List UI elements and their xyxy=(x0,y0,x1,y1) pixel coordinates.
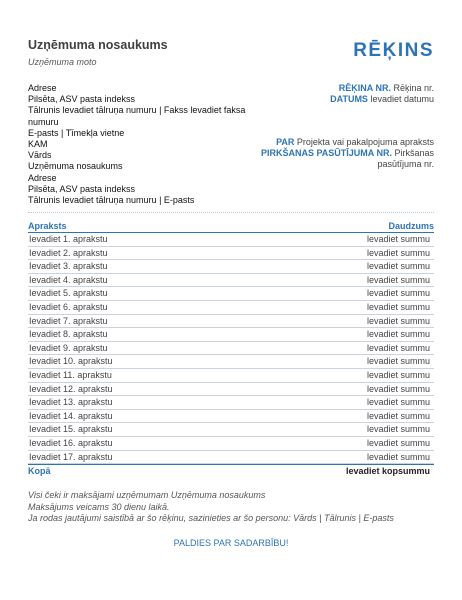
row-amount: levadiet summu xyxy=(366,410,430,421)
row-amount: levadiet summu xyxy=(366,437,430,448)
invoice-number-label: RĒĶINA NR. xyxy=(338,83,391,93)
sender-city: Pilsēta, ASV pasta indekss xyxy=(28,94,136,105)
row-amount: levadiet summu xyxy=(366,424,430,435)
address-block xyxy=(28,83,273,206)
row-amount: levadiet summu xyxy=(366,234,430,244)
table-row xyxy=(28,315,434,329)
sender-email-web: E-pasts | Tīmekļa vietne xyxy=(28,127,125,138)
invoice-title: RĒĶINS xyxy=(353,40,434,61)
purchase-order xyxy=(244,148,434,170)
line-items-table xyxy=(28,220,434,478)
row-amount: levadiet summu xyxy=(366,451,430,462)
purchase-order-label: PIRKŠANAS PASŪTĪJUMA NR. xyxy=(260,148,392,159)
row-amount: levadiet summu xyxy=(366,369,430,380)
row-amount: levadiet summu xyxy=(366,301,430,312)
invoice-meta-top xyxy=(244,83,434,105)
table-row xyxy=(28,328,434,342)
row-amount: levadiet summu xyxy=(366,397,430,408)
row-description: Ievadiet 9. aprakstu xyxy=(29,342,108,353)
row-amount: levadiet summu xyxy=(366,383,430,394)
invoice-number-value: Rēķina nr. xyxy=(393,83,434,93)
table-row xyxy=(28,287,434,301)
table-header xyxy=(28,220,434,233)
recipient-name: Vārds xyxy=(28,150,52,161)
row-amount: levadiet summu xyxy=(366,329,430,340)
row-description: Ievadiet 11. aprakstu xyxy=(29,369,112,380)
purchase-order-value: Pirkšanas pasūtījuma nr. xyxy=(377,148,434,170)
invoice-for xyxy=(244,137,434,148)
table-row xyxy=(28,369,434,383)
row-amount: levadiet summu xyxy=(366,247,430,258)
row-description: Ievadiet 2. aprakstu xyxy=(29,247,108,258)
company-motto: Uzņēmuma moto xyxy=(28,57,97,67)
section-divider xyxy=(28,212,434,213)
row-description: Ievadiet 17. aprakstu xyxy=(29,451,113,462)
invoice-for-label: PAR xyxy=(276,137,295,147)
row-description: Ievadiet 16. aprakstu xyxy=(29,437,113,448)
recipient-address: Adrese xyxy=(28,172,57,183)
footer-contact: Ja rodas jautājumi saistībā ar šo rēķinu, sazinieties ar šo personu: Vārds | Tālrunis | E-pasts xyxy=(28,513,394,523)
row-description: Ievadiet 4. aprakstu xyxy=(29,274,108,285)
table-row xyxy=(28,260,434,274)
row-description: Ievadiet 12. aprakstu xyxy=(29,383,113,394)
footer-payable: Visi čeki ir maksājami uzņēmumam Uzņēmuma nosaukums xyxy=(28,490,266,500)
row-amount: levadiet summu xyxy=(366,288,430,299)
recipient-city: Pilsēta, ASV pasta indekss xyxy=(28,183,136,194)
row-description: Ievadiet 1. aprakstu xyxy=(29,234,108,244)
invoice-date-value: levadiet datumu xyxy=(370,94,434,105)
row-amount: levadiet summu xyxy=(366,274,430,285)
sender-address: Adrese xyxy=(28,83,57,93)
row-description: Ievadiet 13. aprakstu xyxy=(29,397,113,408)
recipient-phone-email: Tālrunis levadiet tālruņa numuru | E-pasts xyxy=(28,195,195,206)
total-value: levadiet kopsummu xyxy=(345,466,430,477)
table-row xyxy=(28,301,434,315)
row-description: Ievadiet 7. aprakstu xyxy=(29,315,108,326)
column-header-description: Apraksts xyxy=(28,221,67,231)
sender-phone-fax: Tālrunis levadiet tālruņa numuru | Fakss levadiet faksa numuru xyxy=(28,105,246,127)
table-body xyxy=(28,233,434,464)
table-row xyxy=(28,247,434,261)
table-row xyxy=(28,274,434,288)
invoice-for-value: Projekta vai pakalpojuma apraksts xyxy=(296,137,434,147)
footer-terms: Maksājums veicams 30 dienu laikā. xyxy=(28,501,170,512)
invoice-date-label: DATUMS xyxy=(330,94,368,105)
table-row xyxy=(28,342,434,356)
total-label: Kopā xyxy=(28,466,51,477)
row-description: Ievadiet 6. aprakstu xyxy=(29,301,108,312)
row-description: Ievadiet 8. aprakstu xyxy=(29,329,108,340)
table-row xyxy=(28,437,434,451)
to-label: KAM xyxy=(28,139,48,150)
invoice-number xyxy=(244,83,434,94)
company-name: Uzņēmuma nosaukums xyxy=(28,38,168,52)
row-description: Ievadiet 10. aprakstu xyxy=(29,356,113,367)
row-amount: levadiet summu xyxy=(366,315,430,326)
table-row xyxy=(28,383,434,397)
table-row xyxy=(28,233,434,247)
invoice-meta-bottom xyxy=(244,137,434,171)
recipient-company: Uzņēmuma nosaukums xyxy=(28,161,123,172)
row-description: Ievadiet 15. aprakstu xyxy=(29,424,113,435)
row-amount: levadiet summu xyxy=(366,342,430,353)
row-description: Ievadiet 5. aprakstu xyxy=(29,288,108,299)
thank-you-message: PALDIES PAR SADARBĪBU! xyxy=(173,538,289,548)
table-total-row xyxy=(28,464,434,478)
invoice-date xyxy=(244,94,434,105)
table-row xyxy=(28,423,434,437)
row-amount: levadiet summu xyxy=(366,261,430,272)
footer-notes xyxy=(28,490,448,525)
table-row xyxy=(28,451,434,465)
table-row xyxy=(28,355,434,369)
row-description: Ievadiet 14. aprakstu xyxy=(29,410,113,421)
row-amount: levadiet summu xyxy=(366,356,430,367)
row-description: Ievadiet 3. aprakstu xyxy=(29,261,108,272)
table-row xyxy=(28,396,434,410)
table-row xyxy=(28,410,434,424)
column-header-amount: Daudzums xyxy=(388,221,434,231)
